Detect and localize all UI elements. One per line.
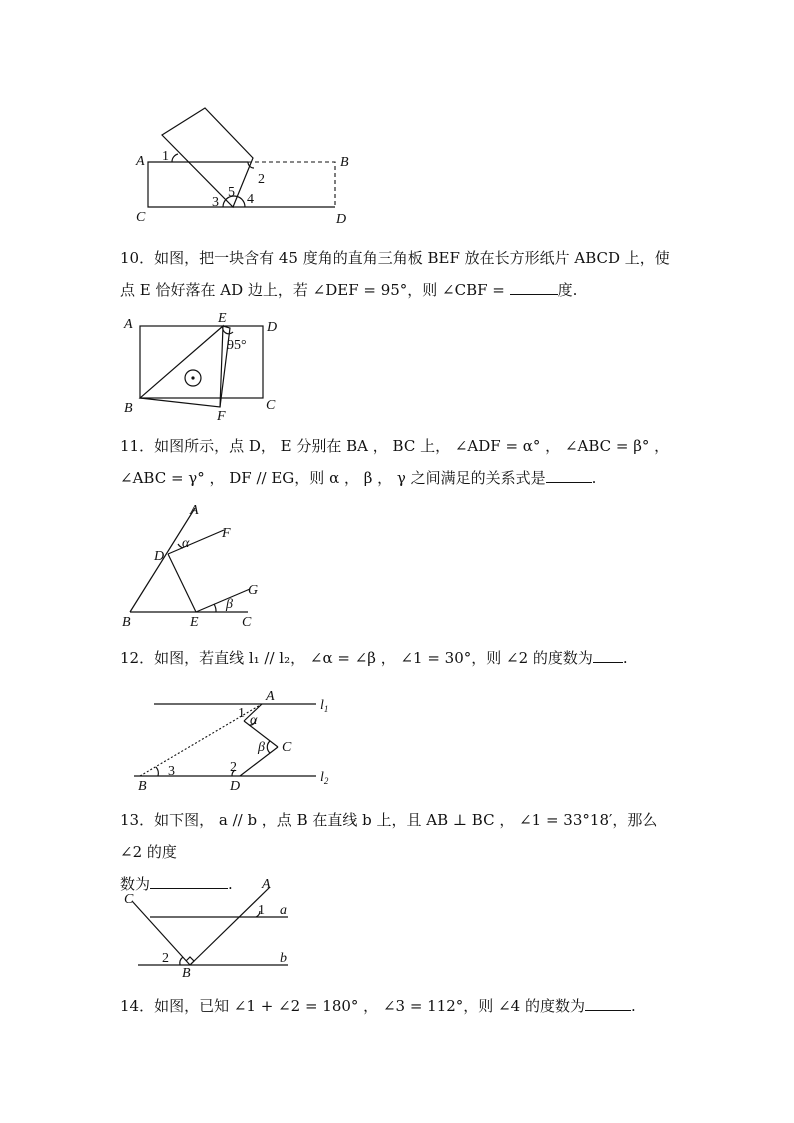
figure-q10	[120, 310, 300, 430]
question-13-line-1: 13．如下图， a // b ，点 B 在直线 b 上，且 AB ⊥ BC ， ∠1 = 33°18′，那么 ∠2 的度	[120, 811, 658, 861]
answer-blank-10[interactable]	[510, 276, 558, 295]
label-a: a	[280, 903, 287, 918]
rectangle-left-part	[148, 162, 335, 207]
answer-blank-12[interactable]	[593, 644, 623, 663]
label-E: E	[190, 615, 199, 630]
label-D: D	[267, 320, 278, 335]
question-14	[120, 990, 680, 1022]
label-angle-1: 1	[258, 903, 265, 918]
label-alpha: α	[250, 713, 258, 728]
label-angle-2: 2	[162, 951, 169, 966]
question-10	[120, 242, 680, 306]
label-B: B	[182, 966, 191, 981]
ray-eg	[196, 589, 250, 612]
label-A: A	[124, 317, 133, 332]
label-B: B	[124, 401, 133, 416]
label-angle-1: 1	[238, 706, 245, 721]
figure-q9	[120, 100, 380, 230]
question-11-line-2: ∠ABC = γ° ， DF // EG，则 α ， β ， γ 之间满足的关系式是 .	[120, 462, 680, 494]
question-12	[120, 642, 680, 674]
ray-df	[168, 530, 224, 554]
figure-q13	[120, 875, 310, 980]
label-A: A	[136, 154, 145, 169]
label-A: A	[262, 877, 271, 892]
question-12-line-1: 12．如图，若直线 l₁ // l₂， ∠α = ∠β ， ∠1 = 30°，则 ∠2 的度数为 .	[120, 642, 680, 674]
label-angle-1: 1	[162, 149, 169, 164]
label-angle-3: 3	[212, 195, 219, 210]
label-angle-3: 3	[168, 764, 175, 779]
label-F: F	[217, 409, 226, 424]
angle-beta-arc	[267, 741, 270, 753]
label-beta: β	[258, 740, 265, 755]
answer-blank-11[interactable]	[546, 464, 592, 483]
triangle-bef	[140, 326, 223, 407]
label-D: D	[230, 779, 241, 794]
question-10-line-1: 10．如图，把一块含有 45 度角的直角三角板 BEF 放在长方形纸片 ABCD 上，使	[120, 249, 670, 267]
question-14-line-1: 14．如图，已知 ∠1 + ∠2 = 180° ， ∠3 = 112°，则 ∠4 的度数为 .	[120, 990, 680, 1022]
protractor-center-dot	[191, 376, 194, 379]
label-angle-95: 95°	[227, 338, 247, 353]
label-C: C	[242, 615, 252, 630]
label-angle-2: 2	[258, 172, 265, 187]
label-l2: $l_2$	[320, 770, 329, 786]
folded-strip	[162, 108, 253, 207]
label-F: F	[222, 526, 231, 541]
label-E: E	[218, 311, 227, 326]
label-G: G	[248, 583, 259, 598]
angle-1-arc	[172, 154, 178, 162]
answer-blank-14[interactable]	[585, 992, 631, 1011]
figure-q11	[120, 500, 280, 630]
question-10-line-2: 点 E 恰好落在 AD 边上，若 ∠DEF = 95°，则 ∠CBF = 度.	[120, 274, 680, 306]
question-13-line-2: 数为 .	[120, 868, 680, 900]
label-C: C	[266, 398, 276, 413]
angle-2-arc	[180, 957, 183, 965]
question-11	[120, 430, 680, 494]
angle-beta-arc	[214, 604, 216, 612]
label-B: B	[122, 615, 131, 630]
angle-3-arc	[156, 767, 158, 776]
label-C: C	[136, 210, 146, 225]
label-b: b	[280, 951, 287, 966]
segment-de	[168, 554, 196, 612]
label-angle-2: 2	[230, 760, 237, 775]
segment-bc	[132, 901, 190, 965]
label-A: A	[190, 503, 199, 518]
label-C: C	[124, 892, 134, 907]
label-angle-5: 5	[228, 185, 235, 200]
label-angle-4: 4	[247, 192, 254, 207]
figure-q12	[120, 685, 360, 795]
label-beta: β	[226, 597, 233, 612]
segment-ba	[190, 887, 270, 965]
label-D: D	[336, 212, 347, 227]
label-A: A	[266, 689, 275, 704]
label-D: D	[154, 549, 165, 564]
label-C: C	[282, 740, 292, 755]
label-alpha: α	[182, 536, 190, 551]
label-B: B	[138, 779, 147, 794]
right-angle-mark	[186, 957, 194, 965]
rectangle-abcd	[140, 326, 263, 398]
label-l1: $l_1$	[320, 698, 329, 714]
question-11-line-1: 11．如图所示，点 D， E 分别在 BA ， BC 上， ∠ADF = α° ， ∠ABC = β° ，	[120, 437, 670, 455]
label-B: B	[340, 155, 349, 170]
